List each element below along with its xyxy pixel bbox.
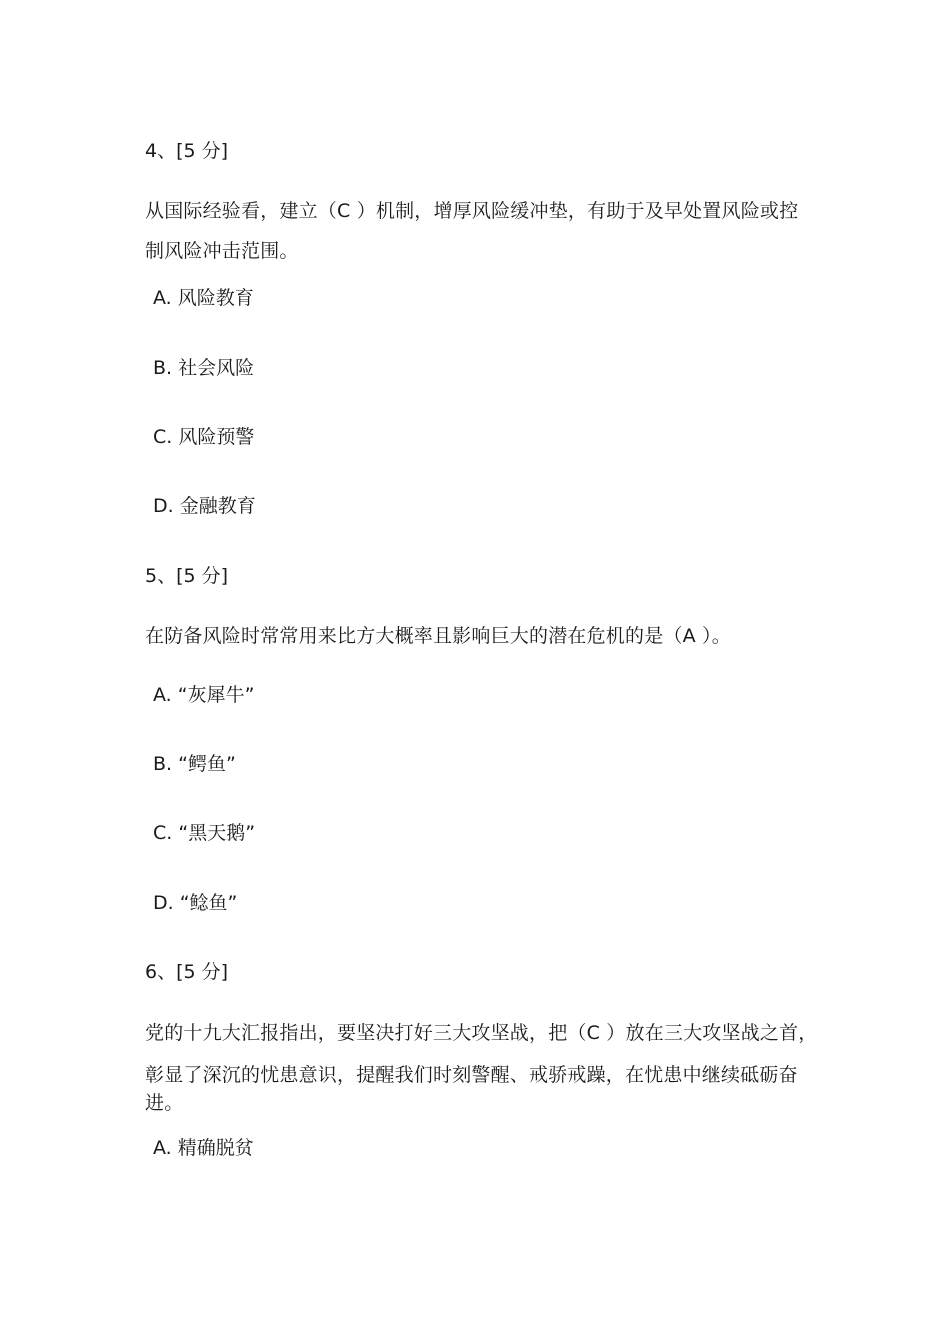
question-5-header: 5、[5 分] xyxy=(145,565,229,587)
question-6-stem-line-1: 党的十九大汇报指出，要坚决打好三大攻坚战，把（C ）放在三大攻坚战之首， xyxy=(145,1022,818,1044)
question-6-option-a: A. 精确脱贫 xyxy=(153,1137,254,1159)
question-5-option-a: A. “灰犀牛” xyxy=(153,684,255,706)
question-4-stem-line-2: 制风险冲击范围。 xyxy=(145,240,299,262)
question-6-stem-line-2: 彰显了深沉的忧患意识，提醒我们时刻警醒、戒骄戒躁，在忧患中继续砥砺奋 xyxy=(145,1064,798,1086)
question-5-option-d: D. “鲶鱼” xyxy=(153,892,238,914)
question-4-option-b: B. 社会风险 xyxy=(153,357,255,379)
question-4-header: 4、[5 分] xyxy=(145,140,229,162)
question-4-option-d: D. 金融教育 xyxy=(153,495,256,517)
question-4-stem-line-1: 从国际经验看，建立（C ）机制，增厚风险缓冲垫，有助于及早处置风险或控 xyxy=(145,200,799,222)
question-5-option-c: C. “黑天鹅” xyxy=(153,822,256,844)
question-6-header: 6、[5 分] xyxy=(145,961,229,983)
question-6-stem-line-3: 进。 xyxy=(145,1092,184,1114)
question-4-option-c: C. 风险预警 xyxy=(153,426,255,448)
question-4-option-a: A. 风险教育 xyxy=(153,287,254,309)
question-5-option-b: B. “鳄鱼” xyxy=(153,753,236,775)
question-5-stem-line-1: 在防备风险时常常用来比方大概率且影响巨大的潜在危机的是（A ）。 xyxy=(145,625,731,647)
